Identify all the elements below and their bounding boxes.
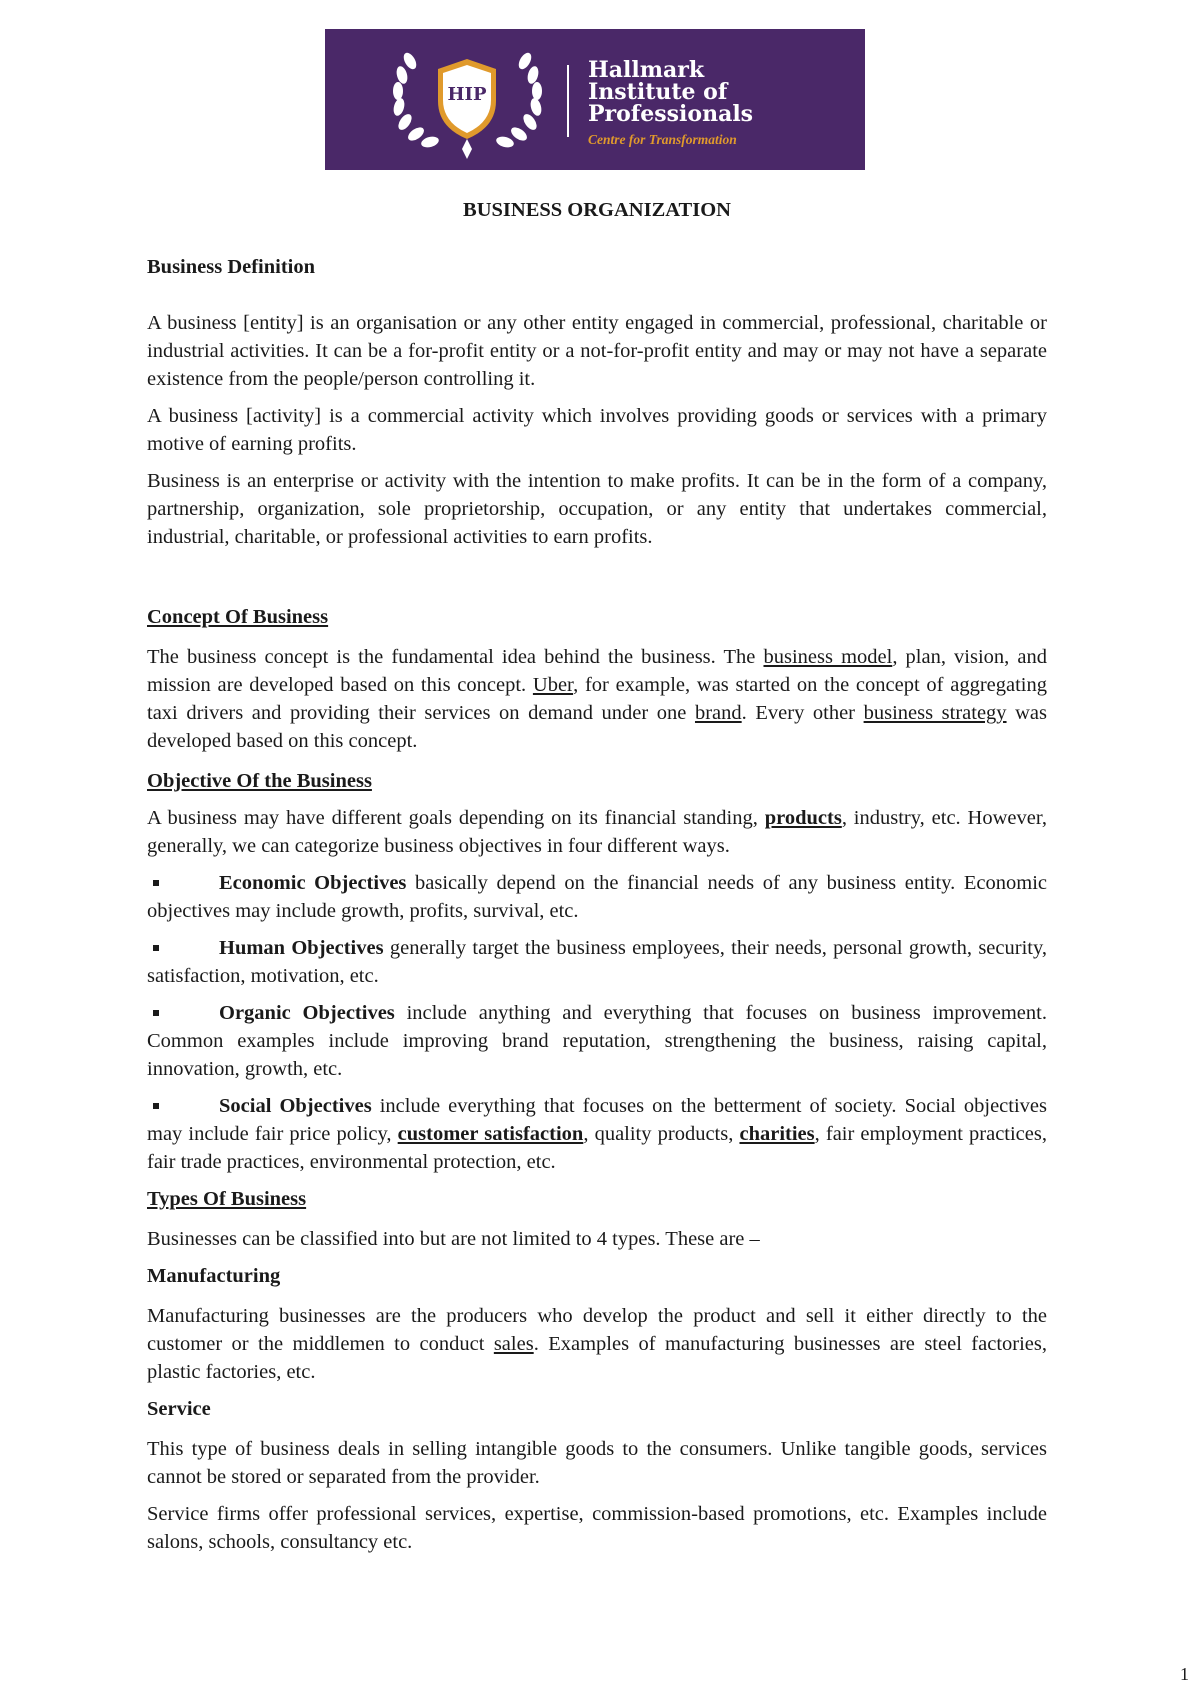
definition-paragraph-2: A business [activity] is a commercial activity which involves providing goods or services with a primary motive of earning profits. xyxy=(147,405,1047,455)
human-objectives-text: generally target the business employees, their needs, personal growth, security, satisfaction, motivation, etc. xyxy=(147,937,1048,987)
types-intro: Businesses can be classified into but are not limited to 4 types. These are – xyxy=(147,1228,760,1250)
social-objectives-text-1: include everything that focuses on the betterment of society. Social objectives may include fair price policy, xyxy=(147,1095,1047,1145)
sales-link[interactable]: sales xyxy=(493,1333,534,1355)
concept-heading: Concept Of Business xyxy=(147,606,329,628)
social-objectives-label: Social Objectives xyxy=(219,1095,372,1117)
definition-paragraph-1: A business [entity] is an organisation or any other entity engaged in commercial, professional, charitable or industrial activities. It can be a for-profit entity or a not-for-profit entity and may or may not have a separate existence from the people/person controlling it. xyxy=(147,312,1047,390)
service-paragraph-2: Service firms offer professional services, expertise, commission-based promotions, etc. Examples include salons, schools, consultancy etc. xyxy=(147,1503,1047,1553)
concept-text-5: was developed based on this concept. xyxy=(147,702,1048,752)
brand-link[interactable]: brand xyxy=(694,702,742,724)
bullet-square-icon xyxy=(153,1010,159,1016)
products-link[interactable]: products xyxy=(764,807,842,829)
manufacturing-text-1: Manufacturing businesses are the producers who develop the product and sell it either directly to the customer or the middlemen to conduct xyxy=(147,1305,1047,1355)
manufacturing-paragraph xyxy=(147,1302,1047,1386)
uber-link[interactable]: Uber xyxy=(532,674,574,696)
page-number: 1 xyxy=(1180,1664,1189,1684)
organic-objectives-item xyxy=(147,999,1047,1083)
header-banner xyxy=(325,29,865,170)
objective-intro-text-1: A business may have different goals depending on its financial standing, xyxy=(147,807,765,829)
organic-objectives-label: Organic Objectives xyxy=(219,1002,395,1024)
objective-heading: Objective Of the Business xyxy=(147,770,372,792)
economic-objectives-label: Economic Objectives xyxy=(219,872,407,894)
bullet-square-icon xyxy=(153,880,159,886)
manufacturing-text-2: . Examples of manufacturing businesses are steel factories, plastic factories, etc. xyxy=(147,1333,1047,1383)
logo-divider xyxy=(567,65,569,137)
institute-line-1: Hallmark xyxy=(588,57,705,83)
concept-text-1: The business concept is the fundamental idea behind the business. The xyxy=(147,646,764,668)
objective-intro xyxy=(147,804,1047,860)
institute-line-3: Professionals xyxy=(588,101,754,127)
concept-text-3: , for example, was started on the concept of aggregating taxi drivers and providing their services on demand under one xyxy=(147,674,1047,724)
customer-satisfaction-link[interactable]: customer satisfaction xyxy=(397,1123,584,1145)
organic-objectives-text: include anything and everything that focuses on business improvement. Common examples include improving brand reputation, strengthening the business, raising capital, innovation, growth, etc. xyxy=(147,1002,1047,1080)
bullet-square-icon xyxy=(153,1103,159,1109)
institute-motto: Centre for Transformation xyxy=(588,132,737,147)
concept-text-4: . Every other xyxy=(741,702,864,724)
bullet-square-icon xyxy=(153,945,159,951)
human-objectives-label: Human Objectives xyxy=(219,937,384,959)
economic-objectives-item xyxy=(147,869,1047,925)
charities-link[interactable]: charities xyxy=(739,1123,815,1145)
institute-line-2: Institute of xyxy=(588,79,728,105)
laurel-shield-logo-icon xyxy=(380,39,555,164)
business-model-link[interactable]: business model xyxy=(763,646,893,668)
social-objectives-text-3: , fair employment practices, fair trade practices, environmental protection, etc. xyxy=(147,1123,1047,1173)
definition-paragraph-3: Business is an enterprise or activity with the intention to make profits. It can be in the form of a company, partnership, organization, sole proprietorship, occupation, or any entity that undertakes commercial, industrial, charitable, or professional activities to earn profits. xyxy=(147,470,1047,548)
svg-text:HIP: HIP xyxy=(447,84,487,105)
institute-name xyxy=(588,59,753,125)
document-body xyxy=(147,196,1047,1556)
document-title: BUSINESS ORGANIZATION xyxy=(463,199,731,221)
service-paragraph-1: This type of business deals in selling intangible goods to the consumers. Unlike tangible goods, services cannot be stored or separated from the provider. xyxy=(147,1438,1047,1488)
social-objectives-text-2: , quality products, xyxy=(583,1123,740,1145)
service-heading: Service xyxy=(147,1398,211,1420)
manufacturing-heading: Manufacturing xyxy=(147,1265,281,1287)
concept-paragraph xyxy=(147,643,1047,755)
human-objectives-item xyxy=(147,934,1047,990)
types-heading: Types Of Business xyxy=(147,1188,307,1210)
objective-intro-text-2: , industry, etc. However, generally, we can categorize business objectives in four different ways. xyxy=(147,807,1047,857)
concept-text-2: , plan, vision, and mission are developed based on this concept. xyxy=(147,646,1048,696)
business-strategy-link[interactable]: business strategy xyxy=(863,702,1007,724)
economic-objectives-text: basically depend on the financial needs of any business entity. Economic objectives may include growth, profits, survival, etc. xyxy=(147,872,1047,922)
social-objectives-item xyxy=(147,1092,1047,1176)
definition-heading: Business Definition xyxy=(147,256,316,278)
